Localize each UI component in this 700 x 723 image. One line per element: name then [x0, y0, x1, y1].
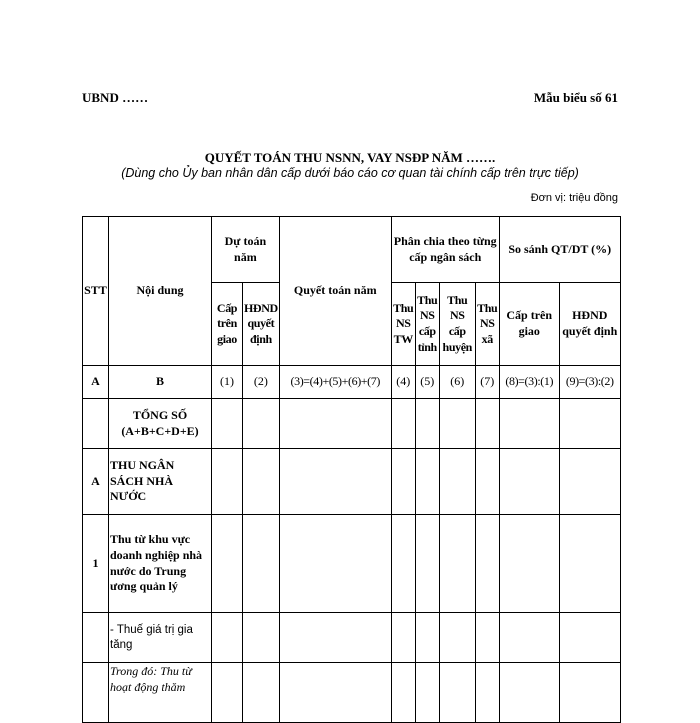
index-cell: (3)=(4)+(5)+(6)+(7) — [279, 366, 391, 399]
header-compare-higher: Cấp trên giao — [499, 283, 559, 366]
unit-label: Đơn vị: triệu đồng — [530, 192, 618, 204]
header-row-1 — [83, 217, 621, 283]
index-cell: (7) — [475, 366, 499, 399]
document-title: QUYẾT TOÁN THU NSNN, VAY NSĐP NĂM ……. — [204, 150, 496, 165]
row-content: THU NGÂN SÁCH NHÀ NƯỚC — [109, 449, 212, 515]
header-compare-council: HĐND quyết định — [559, 283, 620, 366]
row-content: Thu từ khu vực doanh nghiệp nhà nước do Trung ương quản lý — [109, 515, 212, 613]
index-cell: (9)=(3):(2) — [559, 366, 620, 399]
index-row — [83, 366, 621, 399]
agency-label: UBND …… — [82, 90, 149, 105]
header-alloc-central: Thu NS TW — [391, 283, 415, 366]
table-row — [83, 399, 621, 449]
row-content: TỔNG SỐ (A+B+C+D+E) — [109, 399, 212, 449]
header-alloc-province: Thu NS cấp tỉnh — [415, 283, 439, 366]
row-stt — [83, 663, 109, 723]
index-cell: B — [109, 366, 212, 399]
header-alloc-district: Thu NS cấp huyện — [439, 283, 475, 366]
header-settlement: Quyết toán năm — [279, 217, 391, 366]
header-content: Nội dung — [109, 217, 212, 366]
index-cell: (1) — [212, 366, 243, 399]
header-estimate-higher: Cấp trên giao — [212, 283, 243, 366]
index-cell: A — [83, 366, 109, 399]
table-row — [83, 663, 621, 723]
table-row — [83, 515, 621, 613]
header-stt: STT — [83, 217, 109, 366]
header-alloc-commune: Thu NS xã — [475, 283, 499, 366]
form-number: Mẫu biểu số 61 — [533, 90, 618, 105]
settlement-table — [82, 216, 621, 723]
header-allocation: Phân chia theo từng cấp ngân sách — [391, 217, 499, 283]
row-content: - Thuế giá trị gia tăng — [109, 613, 212, 663]
document-subtitle: (Dùng cho Ủy ban nhân dân cấp dưới báo cáo cơ quan tài chính cấp trên trực tiếp) — [121, 166, 579, 180]
header-compare: So sánh QT/DT (%) — [499, 217, 620, 283]
index-cell: (6) — [439, 366, 475, 399]
index-cell: (5) — [415, 366, 439, 399]
row-content: Trong đó: Thu từ hoạt động thăm — [109, 663, 212, 723]
row-stt: 1 — [83, 515, 109, 613]
row-stt — [83, 613, 109, 663]
header-estimate-council: HĐND quyết định — [243, 283, 280, 366]
row-stt: A — [83, 449, 109, 515]
row-stt — [83, 399, 109, 449]
index-cell: (4) — [391, 366, 415, 399]
header-estimate: Dự toán năm — [212, 217, 280, 283]
table-row — [83, 449, 621, 515]
table-row — [83, 613, 621, 663]
index-cell: (2) — [243, 366, 280, 399]
index-cell: (8)=(3):(1) — [499, 366, 559, 399]
